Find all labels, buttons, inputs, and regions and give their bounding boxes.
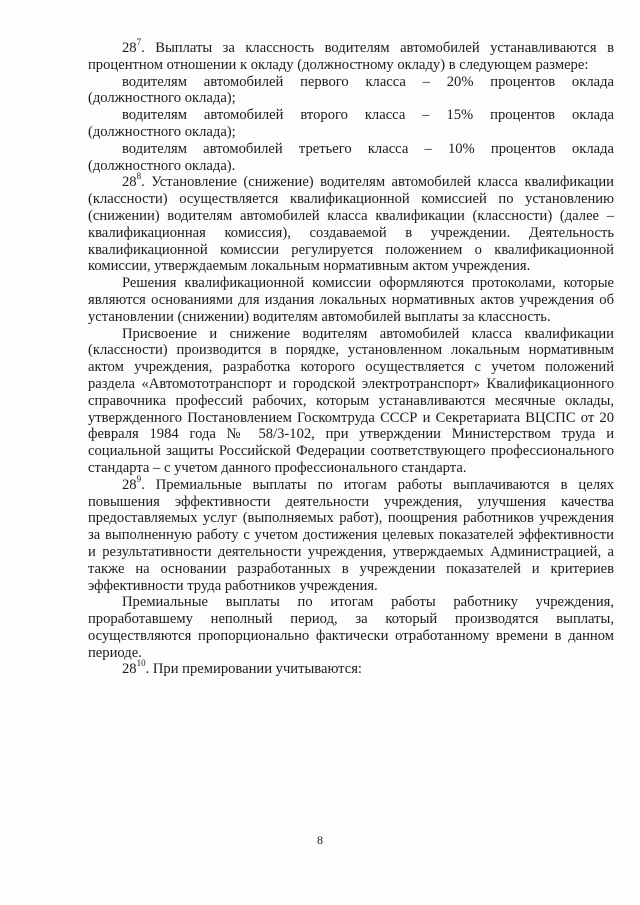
clause-28-9 [88,473,614,595]
clause-text: . Установление (снижение) водителям автомобилей класса квалификации (классности) осуществляется квалификационной комиссией по установлению (снижении) водителям автомобилей класса квалификации (классности) (далее – квалификационная комиссия), создаваемой в учреждении. Деятельность квалификационной комиссии регулируется положением о квалификационной комиссии, утверждаемым локальным нормативным актом учреждения. [88,174,614,275]
class-3-item: водителям автомобилей третьего класса – 10% процентов оклада (должностного оклада). [88,140,614,174]
clause-superscript: 7 [136,37,142,47]
clause-superscript: 8 [136,171,142,182]
document-body [88,37,614,678]
clause-28-10 [88,658,614,678]
class-2-item: водителям автомобилей второго класса – 15% процентов оклада (должностного оклада); [88,107,614,140]
clause-number: 28 [122,476,137,493]
clause-28-8 [88,171,614,275]
paragraph-premium-partial-period: Премиальные выплаты по итогам работы работнику учреждения, проработавшему неполный период, за который производятся выплаты, осуществляются пропорционально фактически отработанному времени в данном периоде. [88,594,614,661]
clause-superscript: 10 [136,658,146,669]
clause-text: . Премиальные выплаты по итогам работы выплачиваются в целях повышения эффективности деятельности учреждения, улучшения качества предоставляемых услуг (выполняемых работ), поощрения работников учреждения за выполненную работу с учетом достижения целевых показателей эффективности и результативности деятельности учреждения, утверждаемых Администрацией, а также на основании разработанных в учреждении показателей и критериев эффективности труда работников учреждения. [88,476,614,594]
clause-superscript: 9 [136,473,142,484]
clause-text: . Выплаты за классность водителям автомобилей устанавливаются в процентном отношении к окладу (должностному окладу) в следующем размере: [88,40,614,73]
paragraph-commission-decisions: Решения квалификационной комиссии оформляются протоколами, которые являются основаниями для издания локальных нормативных актов учреждения об установлении (снижении) водителям автомобилей выплаты за классность. [88,275,614,325]
clause-number: 28 [122,661,137,678]
clause-text: . При премировании учитываются: [145,661,362,678]
clause-number: 28 [122,40,137,56]
clause-28-7 [88,37,614,74]
class-1-item: водителям автомобилей первого класса – 20% процентов оклада (должностного оклада); [88,73,614,107]
page-number: 8 [317,833,323,847]
paragraph-class-assignment: Присвоение и снижение водителям автомобилей класса квалификации (классности) производится в порядке, установленном локальным нормативным актом учреждения, разработка которого осуществляется с учетом положений раздела «Автомототранспорт и городской электротранспорт» Квалификационного справочника профессий рабочих, которым устанавливаются месячные оклады, утвержденного Постановлением Госкомтруда СССР и Секретариата ВЦСПС от 20 февраля 1984 года № 58/3-102, при утверждении Министерством труда и социальной защиты Российской Федерации соответствующего профессионального стандарта – с учетом данного профессионального стандарта. [88,325,614,476]
clause-number: 28 [122,174,137,191]
